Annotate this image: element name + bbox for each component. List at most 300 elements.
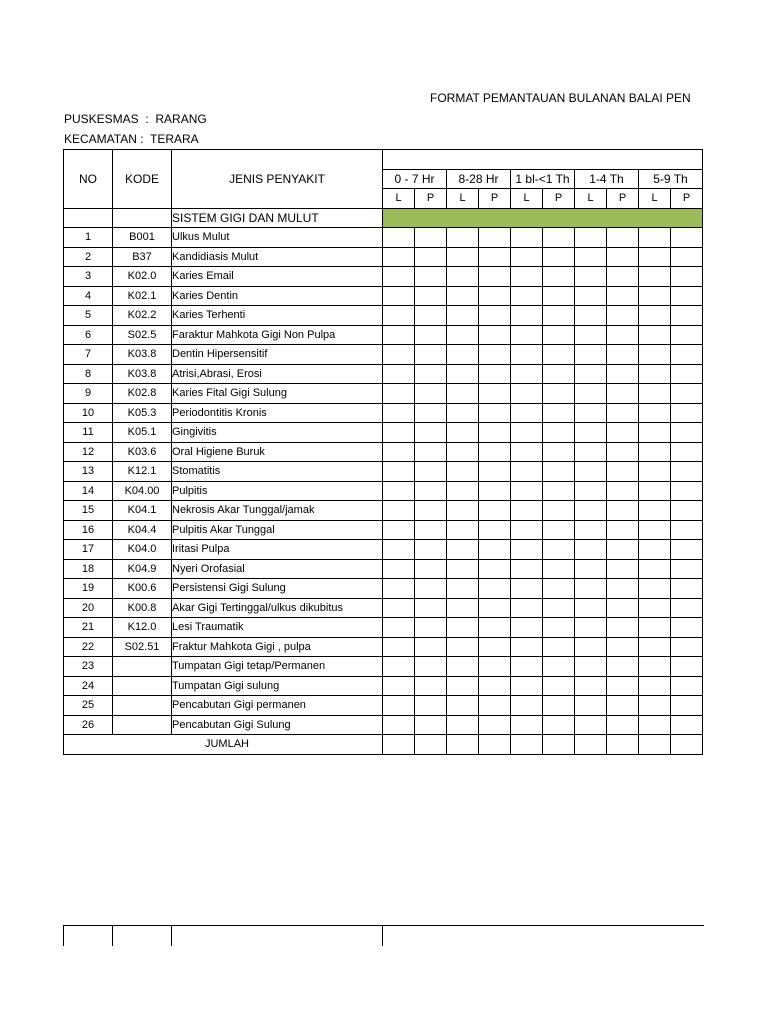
row-kode: S02.5 <box>113 325 172 345</box>
data-cell[interactable] <box>479 267 511 287</box>
row-jenis-penyakit: Faraktur Mahkota Gigi Non Pulpa <box>172 325 383 345</box>
data-cell[interactable] <box>575 637 607 657</box>
data-cell[interactable] <box>383 696 415 716</box>
data-cell[interactable] <box>479 715 511 735</box>
data-cell[interactable] <box>575 247 607 267</box>
data-cell[interactable] <box>543 403 575 423</box>
data-cell[interactable] <box>511 462 543 482</box>
data-cell[interactable] <box>479 442 511 462</box>
data-cell[interactable] <box>671 345 703 365</box>
data-cell[interactable] <box>639 676 671 696</box>
data-cell[interactable] <box>639 306 671 326</box>
data-cell[interactable] <box>479 286 511 306</box>
foot-cell-data <box>383 926 704 947</box>
data-cell[interactable] <box>543 286 575 306</box>
data-cell[interactable] <box>447 384 479 404</box>
data-cell[interactable] <box>415 481 447 501</box>
data-cell[interactable] <box>607 657 639 677</box>
data-cell[interactable] <box>383 598 415 618</box>
data-cell[interactable] <box>607 540 639 560</box>
data-cell[interactable] <box>543 364 575 384</box>
data-cell[interactable] <box>639 501 671 521</box>
data-cell[interactable] <box>383 384 415 404</box>
total-cell[interactable] <box>671 735 703 755</box>
data-cell[interactable] <box>671 579 703 599</box>
total-cell[interactable] <box>511 735 543 755</box>
data-cell[interactable] <box>479 306 511 326</box>
row-kode: K05.3 <box>113 403 172 423</box>
data-cell[interactable] <box>415 442 447 462</box>
data-cell[interactable] <box>511 267 543 287</box>
data-cell[interactable] <box>639 696 671 716</box>
data-cell[interactable] <box>415 325 447 345</box>
data-cell[interactable] <box>607 345 639 365</box>
data-cell[interactable] <box>639 559 671 579</box>
data-cell[interactable] <box>607 618 639 638</box>
data-cell[interactable] <box>447 247 479 267</box>
data-cell[interactable] <box>671 715 703 735</box>
data-cell[interactable] <box>383 442 415 462</box>
data-cell[interactable] <box>479 481 511 501</box>
data-cell[interactable] <box>575 384 607 404</box>
data-cell[interactable] <box>639 657 671 677</box>
data-cell[interactable] <box>479 462 511 482</box>
data-cell[interactable] <box>543 501 575 521</box>
total-cell[interactable] <box>575 735 607 755</box>
data-cell[interactable] <box>511 345 543 365</box>
data-cell[interactable] <box>511 579 543 599</box>
kecamatan-line: KECAMATAN : TERARA <box>64 132 199 146</box>
data-cell[interactable] <box>607 364 639 384</box>
data-cell[interactable] <box>607 403 639 423</box>
total-cell[interactable] <box>543 735 575 755</box>
section-fill <box>383 208 703 228</box>
data-cell[interactable] <box>607 267 639 287</box>
data-cell[interactable] <box>639 481 671 501</box>
data-cell[interactable] <box>383 306 415 326</box>
data-cell[interactable] <box>447 637 479 657</box>
data-cell[interactable] <box>415 364 447 384</box>
data-cell[interactable] <box>511 247 543 267</box>
data-cell[interactable] <box>479 540 511 560</box>
data-cell[interactable] <box>671 442 703 462</box>
data-cell[interactable] <box>575 325 607 345</box>
data-cell[interactable] <box>383 345 415 365</box>
data-cell[interactable] <box>415 228 447 248</box>
data-cell[interactable] <box>543 559 575 579</box>
data-cell[interactable] <box>543 228 575 248</box>
data-cell[interactable] <box>511 501 543 521</box>
data-cell[interactable] <box>671 267 703 287</box>
sex-p: P <box>543 189 575 209</box>
data-cell[interactable] <box>671 423 703 443</box>
row-kode: K00.6 <box>113 579 172 599</box>
row-no: 17 <box>64 540 113 560</box>
data-cell[interactable] <box>447 403 479 423</box>
data-cell[interactable] <box>543 267 575 287</box>
total-cell[interactable] <box>383 735 415 755</box>
data-cell[interactable] <box>511 423 543 443</box>
data-cell[interactable] <box>543 520 575 540</box>
data-cell[interactable] <box>575 676 607 696</box>
data-cell[interactable] <box>511 481 543 501</box>
data-cell[interactable] <box>671 325 703 345</box>
data-cell[interactable] <box>447 481 479 501</box>
data-cell[interactable] <box>639 520 671 540</box>
data-cell[interactable] <box>671 364 703 384</box>
data-cell[interactable] <box>511 442 543 462</box>
data-cell[interactable] <box>479 676 511 696</box>
row-kode: K00.8 <box>113 598 172 618</box>
data-cell[interactable] <box>383 423 415 443</box>
data-cell[interactable] <box>415 676 447 696</box>
data-cell[interactable] <box>479 423 511 443</box>
data-cell[interactable] <box>479 403 511 423</box>
data-cell[interactable] <box>639 345 671 365</box>
data-cell[interactable] <box>607 423 639 443</box>
data-cell[interactable] <box>639 364 671 384</box>
data-cell[interactable] <box>543 325 575 345</box>
table-row <box>64 540 703 560</box>
data-cell[interactable] <box>511 228 543 248</box>
data-cell[interactable] <box>479 696 511 716</box>
data-cell[interactable] <box>575 286 607 306</box>
data-cell[interactable] <box>383 228 415 248</box>
data-cell[interactable] <box>671 559 703 579</box>
data-cell[interactable] <box>383 579 415 599</box>
data-cell[interactable] <box>575 540 607 560</box>
data-cell[interactable] <box>447 559 479 579</box>
data-cell[interactable] <box>479 247 511 267</box>
row-jenis-penyakit: Oral Higiene Buruk <box>172 442 383 462</box>
data-cell[interactable] <box>383 267 415 287</box>
data-cell[interactable] <box>543 598 575 618</box>
data-cell[interactable] <box>511 657 543 677</box>
data-cell[interactable] <box>639 247 671 267</box>
data-cell[interactable] <box>383 559 415 579</box>
data-cell[interactable] <box>383 676 415 696</box>
data-cell[interactable] <box>415 657 447 677</box>
data-cell[interactable] <box>575 579 607 599</box>
data-cell[interactable] <box>447 267 479 287</box>
total-cell[interactable] <box>447 735 479 755</box>
data-cell[interactable] <box>543 345 575 365</box>
disease-monitoring-table <box>63 149 703 755</box>
data-cell[interactable] <box>447 286 479 306</box>
data-cell[interactable] <box>671 462 703 482</box>
data-cell[interactable] <box>511 637 543 657</box>
data-cell[interactable] <box>447 345 479 365</box>
data-cell[interactable] <box>607 579 639 599</box>
data-cell[interactable] <box>671 306 703 326</box>
table-row <box>64 715 703 735</box>
data-cell[interactable] <box>543 423 575 443</box>
sex-l: L <box>575 189 607 209</box>
data-cell[interactable] <box>415 637 447 657</box>
row-no: 19 <box>64 579 113 599</box>
data-cell[interactable] <box>447 520 479 540</box>
data-cell[interactable] <box>511 696 543 716</box>
data-cell[interactable] <box>543 637 575 657</box>
data-cell[interactable] <box>447 228 479 248</box>
data-cell[interactable] <box>575 559 607 579</box>
row-kode: K04.9 <box>113 559 172 579</box>
data-cell[interactable] <box>543 696 575 716</box>
data-cell[interactable] <box>607 228 639 248</box>
data-cell[interactable] <box>511 598 543 618</box>
data-cell[interactable] <box>383 520 415 540</box>
data-cell[interactable] <box>575 364 607 384</box>
data-cell[interactable] <box>383 540 415 560</box>
row-no: 6 <box>64 325 113 345</box>
data-cell[interactable] <box>671 637 703 657</box>
row-no: 24 <box>64 676 113 696</box>
data-cell[interactable] <box>383 462 415 482</box>
data-cell[interactable] <box>479 598 511 618</box>
data-cell[interactable] <box>447 325 479 345</box>
data-cell[interactable] <box>671 286 703 306</box>
data-cell[interactable] <box>447 657 479 677</box>
data-cell[interactable] <box>383 715 415 735</box>
data-cell[interactable] <box>447 618 479 638</box>
data-cell[interactable] <box>639 384 671 404</box>
data-cell[interactable] <box>415 247 447 267</box>
data-cell[interactable] <box>607 384 639 404</box>
data-cell[interactable] <box>511 520 543 540</box>
data-cell[interactable] <box>479 559 511 579</box>
data-cell[interactable] <box>447 442 479 462</box>
data-cell[interactable] <box>543 676 575 696</box>
data-cell[interactable] <box>639 598 671 618</box>
total-cell[interactable] <box>415 735 447 755</box>
data-cell[interactable] <box>575 520 607 540</box>
data-cell[interactable] <box>575 228 607 248</box>
data-cell[interactable] <box>575 715 607 735</box>
total-cell[interactable] <box>479 735 511 755</box>
row-kode: K04.1 <box>113 501 172 521</box>
row-jenis-penyakit: Karies Fital Gigi Sulung <box>172 384 383 404</box>
data-cell[interactable] <box>511 286 543 306</box>
data-cell[interactable] <box>447 676 479 696</box>
data-cell[interactable] <box>383 364 415 384</box>
data-cell[interactable] <box>671 676 703 696</box>
data-cell[interactable] <box>415 540 447 560</box>
data-cell[interactable] <box>607 286 639 306</box>
data-cell[interactable] <box>511 325 543 345</box>
foot-cell-no <box>64 926 113 947</box>
data-cell[interactable] <box>639 540 671 560</box>
data-cell[interactable] <box>543 579 575 599</box>
data-cell[interactable] <box>447 364 479 384</box>
data-cell[interactable] <box>575 442 607 462</box>
data-cell[interactable] <box>639 637 671 657</box>
data-cell[interactable] <box>607 598 639 618</box>
data-cell[interactable] <box>447 462 479 482</box>
data-cell[interactable] <box>639 423 671 443</box>
data-cell[interactable] <box>383 501 415 521</box>
header-kode: KODE <box>113 150 172 209</box>
data-cell[interactable] <box>543 442 575 462</box>
data-cell[interactable] <box>383 618 415 638</box>
data-cell[interactable] <box>575 306 607 326</box>
data-cell[interactable] <box>543 618 575 638</box>
data-cell[interactable] <box>415 345 447 365</box>
data-cell[interactable] <box>479 228 511 248</box>
data-cell[interactable] <box>575 598 607 618</box>
data-cell[interactable] <box>671 618 703 638</box>
data-cell[interactable] <box>511 384 543 404</box>
data-cell[interactable] <box>447 540 479 560</box>
data-cell[interactable] <box>543 657 575 677</box>
data-cell[interactable] <box>383 247 415 267</box>
data-cell[interactable] <box>575 403 607 423</box>
data-cell[interactable] <box>383 325 415 345</box>
data-cell[interactable] <box>607 676 639 696</box>
data-cell[interactable] <box>575 696 607 716</box>
data-cell[interactable] <box>415 462 447 482</box>
data-cell[interactable] <box>671 598 703 618</box>
data-cell[interactable] <box>447 306 479 326</box>
total-cell[interactable] <box>607 735 639 755</box>
data-cell[interactable] <box>511 306 543 326</box>
data-cell[interactable] <box>575 501 607 521</box>
data-cell[interactable] <box>671 247 703 267</box>
row-no: 5 <box>64 306 113 326</box>
data-cell[interactable] <box>447 579 479 599</box>
data-cell[interactable] <box>511 559 543 579</box>
data-cell[interactable] <box>639 403 671 423</box>
data-cell[interactable] <box>543 715 575 735</box>
data-cell[interactable] <box>639 462 671 482</box>
row-no: 20 <box>64 598 113 618</box>
data-cell[interactable] <box>415 286 447 306</box>
data-cell[interactable] <box>607 481 639 501</box>
data-cell[interactable] <box>639 228 671 248</box>
data-cell[interactable] <box>383 286 415 306</box>
data-cell[interactable] <box>543 247 575 267</box>
data-cell[interactable] <box>639 442 671 462</box>
data-cell[interactable] <box>415 501 447 521</box>
data-cell[interactable] <box>415 267 447 287</box>
row-no: 22 <box>64 637 113 657</box>
data-cell[interactable] <box>607 306 639 326</box>
data-cell[interactable] <box>479 579 511 599</box>
data-cell[interactable] <box>479 364 511 384</box>
data-cell[interactable] <box>415 598 447 618</box>
data-cell[interactable] <box>575 618 607 638</box>
data-cell[interactable] <box>543 306 575 326</box>
data-cell[interactable] <box>607 637 639 657</box>
row-kode: K05.1 <box>113 423 172 443</box>
data-cell[interactable] <box>543 481 575 501</box>
data-cell[interactable] <box>671 696 703 716</box>
data-cell[interactable] <box>415 696 447 716</box>
data-cell[interactable] <box>383 481 415 501</box>
data-cell[interactable] <box>607 247 639 267</box>
data-cell[interactable] <box>447 715 479 735</box>
row-jenis-penyakit: Periodontitis Kronis <box>172 403 383 423</box>
data-cell[interactable] <box>511 364 543 384</box>
data-cell[interactable] <box>479 637 511 657</box>
data-cell[interactable] <box>479 657 511 677</box>
data-cell[interactable] <box>639 325 671 345</box>
data-cell[interactable] <box>671 540 703 560</box>
data-cell[interactable] <box>415 579 447 599</box>
data-cell[interactable] <box>671 228 703 248</box>
data-cell[interactable] <box>575 423 607 443</box>
data-cell[interactable] <box>415 715 447 735</box>
data-cell[interactable] <box>639 267 671 287</box>
data-cell[interactable] <box>415 403 447 423</box>
data-cell[interactable] <box>671 481 703 501</box>
data-cell[interactable] <box>415 559 447 579</box>
data-cell[interactable] <box>639 618 671 638</box>
data-cell[interactable] <box>511 676 543 696</box>
data-cell[interactable] <box>575 345 607 365</box>
row-jenis-penyakit: Tumpatan Gigi tetap/Permanen <box>172 657 383 677</box>
data-cell[interactable] <box>447 598 479 618</box>
data-cell[interactable] <box>575 462 607 482</box>
data-cell[interactable] <box>607 715 639 735</box>
data-cell[interactable] <box>671 520 703 540</box>
data-cell[interactable] <box>607 559 639 579</box>
data-cell[interactable] <box>479 325 511 345</box>
data-cell[interactable] <box>511 715 543 735</box>
data-cell[interactable] <box>447 696 479 716</box>
data-cell[interactable] <box>511 403 543 423</box>
data-cell[interactable] <box>447 423 479 443</box>
data-cell[interactable] <box>607 501 639 521</box>
data-cell[interactable] <box>639 286 671 306</box>
data-cell[interactable] <box>511 540 543 560</box>
data-cell[interactable] <box>415 306 447 326</box>
data-cell[interactable] <box>607 696 639 716</box>
data-cell[interactable] <box>607 325 639 345</box>
data-cell[interactable] <box>479 520 511 540</box>
section-no-cell <box>64 208 113 228</box>
data-cell[interactable] <box>543 462 575 482</box>
data-cell[interactable] <box>575 657 607 677</box>
data-cell[interactable] <box>415 423 447 443</box>
data-cell[interactable] <box>639 579 671 599</box>
data-cell[interactable] <box>543 384 575 404</box>
data-cell[interactable] <box>575 481 607 501</box>
data-cell[interactable] <box>479 345 511 365</box>
data-cell[interactable] <box>383 403 415 423</box>
data-cell[interactable] <box>415 384 447 404</box>
data-cell[interactable] <box>511 618 543 638</box>
data-cell[interactable] <box>607 442 639 462</box>
data-cell[interactable] <box>607 520 639 540</box>
data-cell[interactable] <box>671 501 703 521</box>
data-cell[interactable] <box>415 618 447 638</box>
data-cell[interactable] <box>607 462 639 482</box>
data-cell[interactable] <box>415 520 447 540</box>
total-cell[interactable] <box>639 735 671 755</box>
data-cell[interactable] <box>543 540 575 560</box>
data-cell[interactable] <box>383 657 415 677</box>
data-cell[interactable] <box>671 403 703 423</box>
data-cell[interactable] <box>671 384 703 404</box>
data-cell[interactable] <box>639 715 671 735</box>
data-cell[interactable] <box>479 618 511 638</box>
data-cell[interactable] <box>671 657 703 677</box>
data-cell[interactable] <box>447 501 479 521</box>
data-cell[interactable] <box>575 267 607 287</box>
data-cell[interactable] <box>479 501 511 521</box>
data-cell[interactable] <box>383 637 415 657</box>
data-cell[interactable] <box>479 384 511 404</box>
